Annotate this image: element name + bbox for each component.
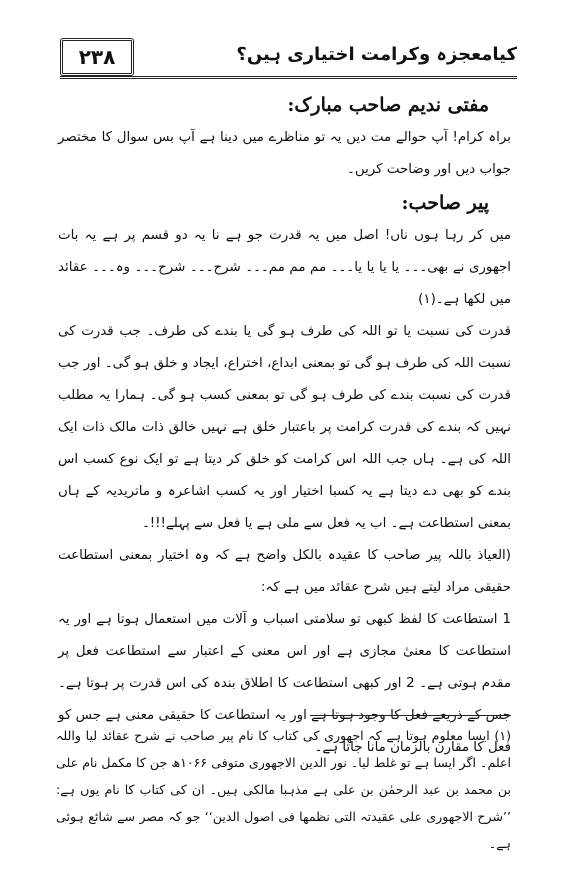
footnote: (۱) ایسا معلوم ہوتا ہے کہ اجھوری کی کتاب کا نام پیر صاحب نے شرح عقائد لیا واللہ اعلم۔ اگر ایسا ہے تو غلط لیا۔ نور الدین الاجھوری متوفی ۱۰۶۶ھ جن کا مکمل نام علی بن محمد بن عبد الرحمٰن بن علی ہے مذہبا مالکی ہیں۔ ان کی کتاب کا نام یوں ہے: ’’شرح الاجھوری علی عقیدتہ التی نظمھا فی اصول الدین‘‘ جو کہ مصر سے شائع ہوئی ہے۔	[56, 728, 512, 851]
page-header	[60, 38, 517, 74]
body-text	[58, 88, 511, 764]
paragraph-mufti-request: براہ کرام! آپ حوالے مت دیں یہ تو مناظرے میں دینا ہے آپ بس سوال کا مختصر جواب دیں اور وضاحت کریں۔	[58, 130, 511, 177]
paragraph-commentary: (العیاذ باللہ پیر صاحب کا عقیدہ بالکل واضح ہے کہ وہ اختیار بمعنی استطاعت حقیقی مراد لیتے ہیں شرح عقائد میں ہے کہ:	[58, 548, 511, 595]
header-divider	[60, 76, 517, 79]
paragraph-qudrat-explanation: قدرت کی نسبت یا تو اللہ کی طرف ہو گی یا بندے کی طرف۔ جب قدرت کی نسبت اللہ کی طرف ہو گی تو بمعنی ابداع، اختراع، ایجاد و خلق ہو گی۔ اور جب قدرت کی نسبت بندے کی طرف ہو گی تو بمعنی کسب ہو گی۔ ہمارا یہ مطلب نہیں کہ بندے کی قدرت کرامت پر باعتبار خلق ہے نہیں خالق ذات مالک ذات ایک اللہ کی ہے۔ ہاں جب اللہ اس کرامت کو خلق کر دیتا ہے تو ایک نوع کسب اس بندے کو بھی دے دیتا ہے یہ کسبا اختیار اور یہ کسب اشاعرہ و ماتریدیہ کے ہاں بمعنی استطاعت ہے۔ اب یہ فعل سے ملی ہے یا فعل سے پہلے!!!۔	[58, 324, 511, 531]
speaker-heading-mufti: مفتی ندیم صاحب مبارک:	[287, 94, 489, 116]
paragraph-pir-reply: میں کر رہا ہوں ناں! اصل میں یہ قدرت جو ہے نا یہ دو قسم پر ہے یہ بات اجھوری نے بھی۔۔۔ یا یا یا یا۔۔۔ مم مم مم۔۔۔ شرح۔۔۔ شرح۔۔۔ وہ۔۔۔ عقائد میں لکھا ہے۔(۱)	[58, 228, 511, 307]
footnote-divider	[310, 715, 511, 716]
running-title: کیامعجزہ وکرامت اختیاری ہیں؟	[236, 44, 517, 65]
paragraph-istitaat: 1 استطاعت کا لفظ کبھی تو سلامتی اسباب و آلات میں استعمال ہوتا ہے اور یہ استطاعت کا معنیٰ مجازی ہے اور اس معنی کے اعتبار سے استطاعت فعل پر مقدم ہوتی ہے۔ 2 اور کبھی استطاعت کا اطلاق بندہ کی اس قدرت پر ہوتا ہے۔ جس کے ذریعے فعل کا وجود ہوتا ہے اور یہ استطاعت کا حقیقی معنی ہے جس کو فعل کا مقارن بالزمان مانا جاتا ہے۔	[58, 612, 511, 755]
page-number: ۲۳۸	[60, 38, 134, 76]
speaker-heading-pir: پیر صاحب:	[401, 192, 489, 214]
